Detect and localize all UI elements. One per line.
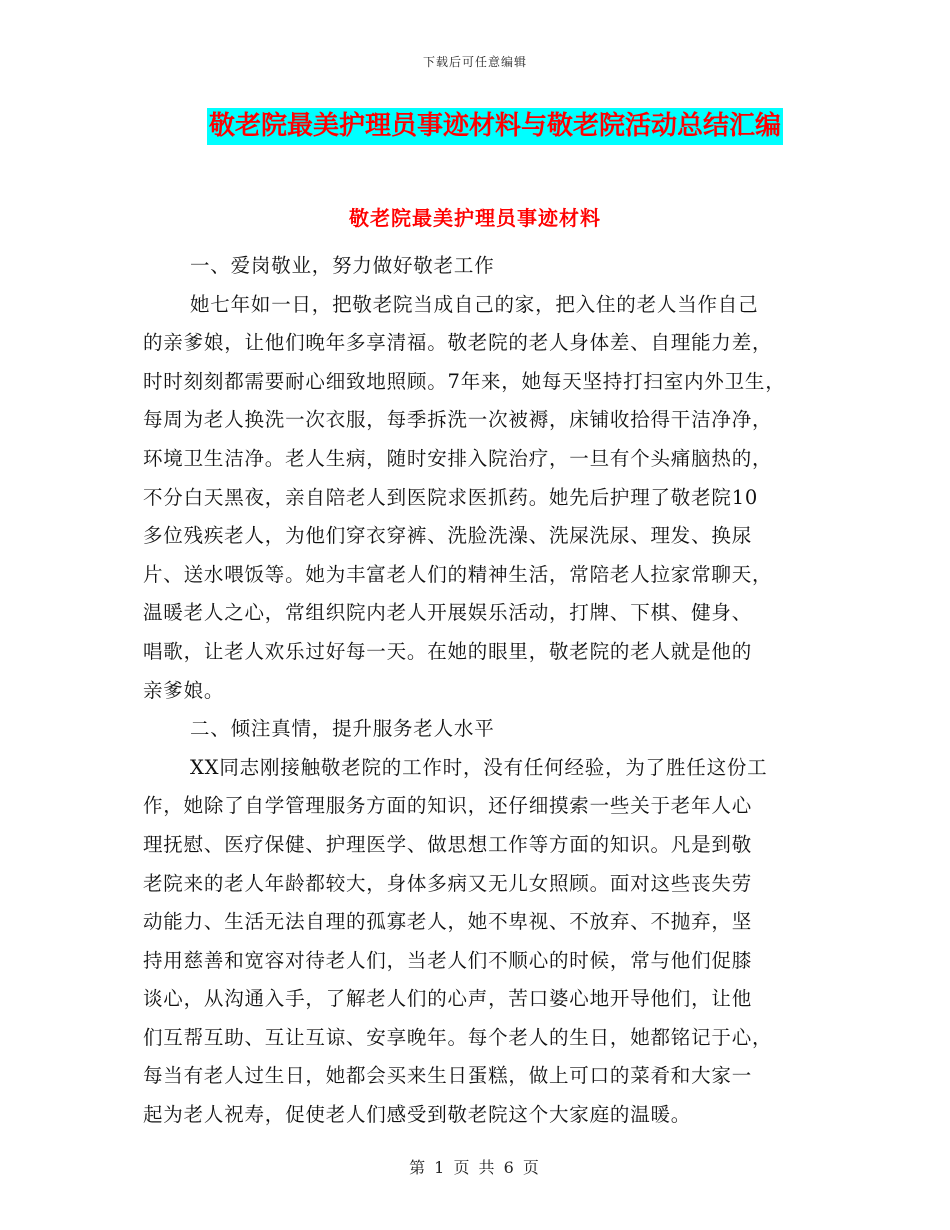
- paragraph-1-line-2: 的亲爹娘，让他们晚年多享清福。敬老院的老人身体差、自理能力差，: [143, 331, 773, 355]
- paragraph-1-line-4: 每周为老人换洗一次衣服，每季拆洗一次被褥，床铺收拾得干洁净净，: [143, 408, 773, 432]
- document-title: 敬老院最美护理员事迹材料与敬老院活动总结汇编: [207, 108, 783, 145]
- paragraph-2-line-7: 谈心，从沟通入手，了解老人们的心声，苦口婆心地开导他们，让他: [143, 987, 753, 1011]
- paragraph-2-line-3: 理抚慰、医疗保健、护理医学、做思想工作等方面的知识。凡是到敬: [143, 832, 753, 856]
- paragraph-2-line-9: 每当有老人过生日，她都会买来生日蛋糕，做上可口的菜肴和大家一: [143, 1064, 753, 1088]
- paragraph-1-line-9: 温暖老人之心，常组织院内老人开展娱乐活动，打牌、下棋、健身、: [143, 601, 753, 625]
- paragraph-1-line-11: 亲爹娘。: [143, 678, 225, 702]
- paragraph-2-line-4: 老院来的老人年龄都较大，身体多病又无儿女照顾。面对这些丧失劳: [143, 871, 753, 895]
- paragraph-2-line-2: 作，她除了自学管理服务方面的知识，还仔细摸索一些关于老年人心: [143, 794, 753, 818]
- paragraph-1-line-1: 她七年如一日，把敬老院当成自己的家，把入住的老人当作自己: [190, 292, 759, 316]
- section-title: 敬老院最美护理员事迹材料: [349, 206, 601, 230]
- paragraph-1-line-7: 多位残疾老人，为他们穿衣穿裤、洗脸洗澡、洗屎洗尿、理发、换尿: [143, 524, 753, 548]
- paragraph-2-line-10: 起为老人祝寿，促使老人们感受到敬老院这个大家庭的温暖。: [143, 1103, 692, 1127]
- page-footer-number: 第 1 页 共 6 页: [409, 1158, 541, 1177]
- paragraph-1-line-3: 时时刻刻都需要耐心细致地照顾。7年来，她每天坚持打扫室内外卫生，: [143, 369, 786, 393]
- paragraph-2-line-5: 动能力、生活无法自理的孤寡老人，她不卑视、不放弃、不抛弃，坚: [143, 910, 753, 934]
- document-body: [143, 247, 823, 1135]
- heading-1: 一、爱岗敬业，努力做好敬老工作: [190, 254, 495, 277]
- page-header-note: 下载后可任意编辑: [422, 55, 527, 69]
- paragraph-1-line-10: 唱歌，让老人欢乐过好每一天。在她的眼里，敬老院的老人就是他的: [143, 639, 753, 663]
- heading-2: 二、倾注真情，提升服务老人水平: [190, 717, 495, 741]
- paragraph-1-line-5: 环境卫生洁净。老人生病，随时安排入院治疗，一旦有个头痛脑热的，: [143, 446, 773, 470]
- paragraph-1-line-8: 片、送水喂饭等。她为丰富老人们的精神生活，常陪老人拉家常聊天，: [143, 562, 773, 586]
- paragraph-2-line-8: 们互帮互助、互让互谅、安享晚年。每个老人的生日，她都铭记于心，: [143, 1025, 773, 1049]
- paragraph-2-line-6: 持用慈善和宽容对待老人们，当老人们不顺心的时候，常与他们促膝: [143, 948, 753, 972]
- paragraph-2-line-1: XX同志刚接触敬老院的工作时，没有任何经验，为了胜任这份工: [190, 755, 768, 779]
- paragraph-1-line-6: 不分白天黑夜，亲自陪老人到医院求医抓药。她先后护理了敬老院10: [143, 485, 759, 509]
